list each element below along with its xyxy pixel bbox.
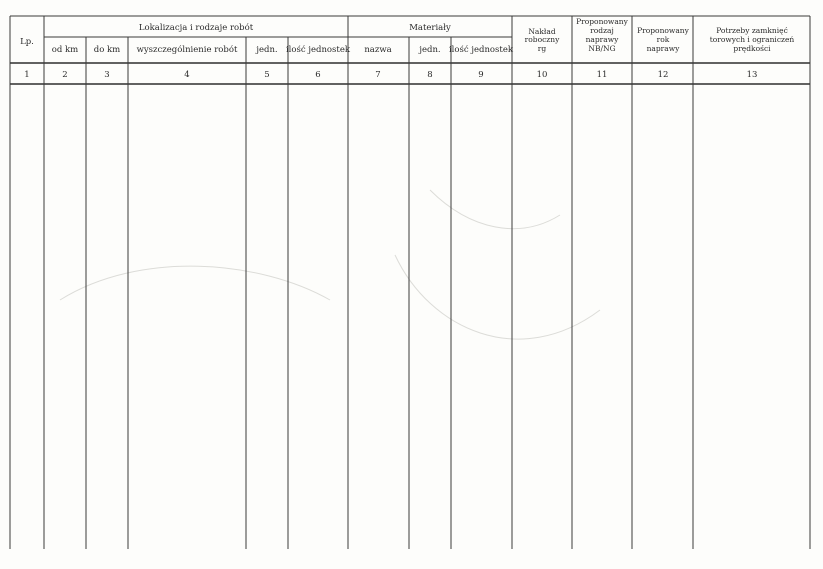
header-nazwa: nazwa xyxy=(364,45,392,55)
header-rodzaj-line: naprawy xyxy=(585,35,619,44)
column-number: 4 xyxy=(184,70,190,80)
header-lp: Lp. xyxy=(20,37,34,47)
column-number: 5 xyxy=(264,70,270,80)
fill-cell-rok[interactable] xyxy=(632,84,693,549)
header-rodzaj-line: rodzaj xyxy=(590,26,614,35)
fill-cell-do-km[interactable] xyxy=(86,84,128,549)
column-number: 3 xyxy=(104,70,110,80)
header-potrzeby xyxy=(710,26,795,53)
header-rok-line: rok xyxy=(656,35,670,44)
fill-cell-jedn-materials[interactable] xyxy=(409,84,451,549)
fill-cell-wyszczegolnienie[interactable] xyxy=(128,84,246,549)
header-potrzeby-line: torowych i ograniczeń xyxy=(709,35,795,44)
form-body xyxy=(10,84,810,549)
column-number-row xyxy=(24,70,757,80)
header-do-km: do km xyxy=(93,45,121,55)
header-rodzaj-naprawy xyxy=(576,17,629,53)
column-number: 7 xyxy=(375,70,381,80)
header-od-km: od km xyxy=(51,45,79,55)
column-number: 13 xyxy=(746,70,758,80)
fill-cell-ilosc-materials[interactable] xyxy=(451,84,512,549)
column-number: 1 xyxy=(24,70,30,80)
group-header-materialy: Materiały xyxy=(409,23,451,33)
header-rodzaj-line: NB/NG xyxy=(588,44,616,53)
column-number: 10 xyxy=(536,70,548,80)
header-rok-line: Proponowany xyxy=(637,26,689,35)
fill-cell-jedn-works[interactable] xyxy=(246,84,288,549)
header-jedn-works: jedn. xyxy=(256,45,278,55)
header-naklad-line: rg xyxy=(537,44,547,53)
group-header-lokalizacja: Lokalizacja i rodzaje robót xyxy=(138,23,254,33)
header-naklad-line: roboczny xyxy=(524,35,560,44)
column-number: 2 xyxy=(62,70,68,80)
column-number: 12 xyxy=(657,70,669,80)
column-number: 8 xyxy=(427,70,433,80)
fill-cell-naklad[interactable] xyxy=(512,84,572,549)
fill-cell-lp[interactable] xyxy=(10,84,44,549)
header-jedn-materials: jedn. xyxy=(419,45,441,55)
column-number: 6 xyxy=(315,70,321,80)
header-ilosc-works: ilość jednostek xyxy=(285,45,351,55)
header-naklad xyxy=(525,27,560,53)
column-number: 11 xyxy=(596,70,608,80)
header-naklad-line: Nakład xyxy=(528,27,556,36)
header-potrzeby-line: prędkości xyxy=(733,44,771,53)
header-potrzeby-line: Potrzeby zamknięć xyxy=(716,26,788,35)
fill-cell-nazwa[interactable] xyxy=(348,84,409,549)
fill-cell-od-km[interactable] xyxy=(44,84,86,549)
fill-cell-potrzeby[interactable] xyxy=(693,84,810,549)
column-number: 9 xyxy=(478,70,484,80)
header-rodzaj-line: Proponowany xyxy=(576,17,628,26)
fill-cell-ilosc-works[interactable] xyxy=(288,84,348,549)
fill-cell-rodzaj[interactable] xyxy=(572,84,632,549)
header-ilosc-materials: ilość jednostek xyxy=(448,45,514,55)
header-rok-line: naprawy xyxy=(646,44,680,53)
header-wyszczegolnienie: wyszczególnienie robót xyxy=(136,45,238,55)
header-rok-naprawy xyxy=(637,26,690,53)
